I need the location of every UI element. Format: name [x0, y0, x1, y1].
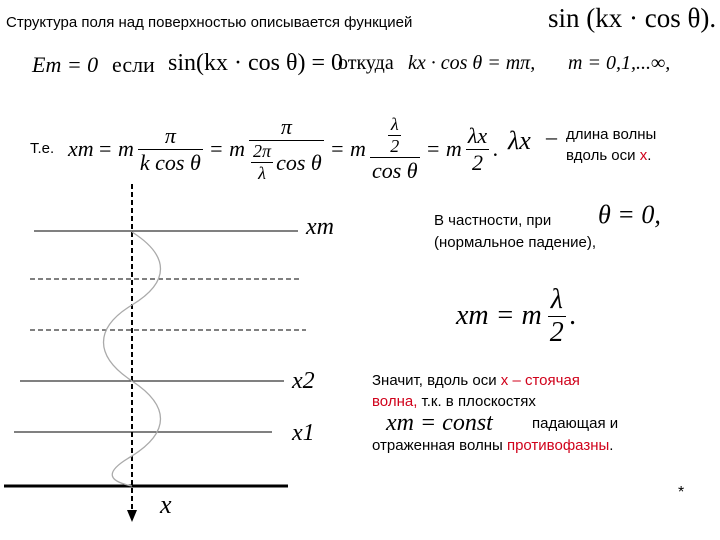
fraction-denominator: k cos θ [139, 149, 201, 175]
eq-m-4: = m [425, 136, 462, 161]
conclusion-antiphase: противофазны [506, 437, 610, 454]
inner-numerator: λ [388, 114, 401, 136]
fraction-numerator: π [249, 114, 324, 141]
fraction-denominator: 2 [471, 149, 483, 175]
inner-numerator: 2π [253, 141, 272, 161]
theta-zero-formula: θ = 0, [598, 200, 661, 229]
desc-prefix: вдоль оси [566, 147, 640, 164]
x-axis-label: x [160, 490, 172, 519]
formula-dot: . [569, 300, 577, 331]
lambda-x-symbol: λx [508, 126, 531, 155]
inner-denominator: 2 [390, 136, 400, 156]
conclusion-line2 [372, 393, 536, 410]
x-axis-arrow-icon [127, 510, 137, 522]
fraction-lambda-over-2 [548, 284, 566, 349]
conclusion-dot: . [609, 437, 614, 454]
conclusion-prefix: Значит, вдоль оси [372, 372, 497, 389]
note-line1: В частности, при [434, 212, 552, 229]
note-line2: (нормальное падение), [434, 234, 597, 251]
inner-denominator: λ [258, 163, 266, 183]
em-zero-formula: Em = 0 [32, 52, 99, 77]
fraction-denominator: cos θ [371, 158, 418, 183]
te-label: Т.е. [30, 140, 55, 157]
header-title-text: Структура поля над поверхностью описывается функцией [6, 14, 413, 31]
conclusion-wave-word: волна, [372, 393, 418, 410]
x2-label: x2 [292, 368, 315, 394]
cos-theta: cos θ [276, 149, 322, 175]
sin-condition-formula: sin(kx · cos θ) = 0 [168, 50, 344, 76]
fraction-numerator: λ [548, 284, 566, 317]
xm-label: xm [306, 214, 334, 240]
conclusion-planes: т.к. в плоскостях [421, 393, 536, 410]
fraction-numerator: λx [467, 122, 488, 148]
desc-suffix: . [647, 147, 652, 164]
xm-const-formula: xm = const [386, 410, 493, 436]
fraction-numerator: π [138, 123, 203, 150]
fraction-denominator: 2 [549, 316, 564, 348]
header-title-formula: sin (kx · cos θ). [548, 3, 717, 33]
conclusion-line3: падающая и [532, 415, 619, 432]
x1-label: x1 [292, 420, 315, 446]
conclusion-line4 [372, 437, 613, 454]
otkuda-word: откуда [338, 52, 394, 74]
eq-m-1: = m [97, 136, 134, 161]
xm-half-lambda-formula [456, 276, 577, 356]
slide-star-marker: * [678, 484, 685, 501]
wave-curve [104, 232, 161, 486]
eq-m-2: = m [208, 136, 246, 161]
esli-word: если [112, 52, 155, 77]
kx-cos-formula: kx · cos θ = mπ, [408, 52, 536, 74]
chain-dot: . [493, 136, 499, 161]
conclusion-line1 [372, 372, 580, 389]
xm-eq-m: xm = m [456, 300, 542, 331]
m-values-formula: m = 0,1,...∞, [568, 52, 671, 74]
eq-m-3: = m [329, 136, 366, 161]
dash-symbol: – [546, 124, 557, 149]
conclusion-reflected: отраженная волны [372, 437, 503, 454]
conclusion-standing-wave: x – стоячая [500, 372, 580, 389]
wavelength-desc-line1: длина волны [566, 126, 657, 143]
xm-symbol: xm [68, 136, 94, 161]
desc-axis: x [639, 147, 648, 164]
